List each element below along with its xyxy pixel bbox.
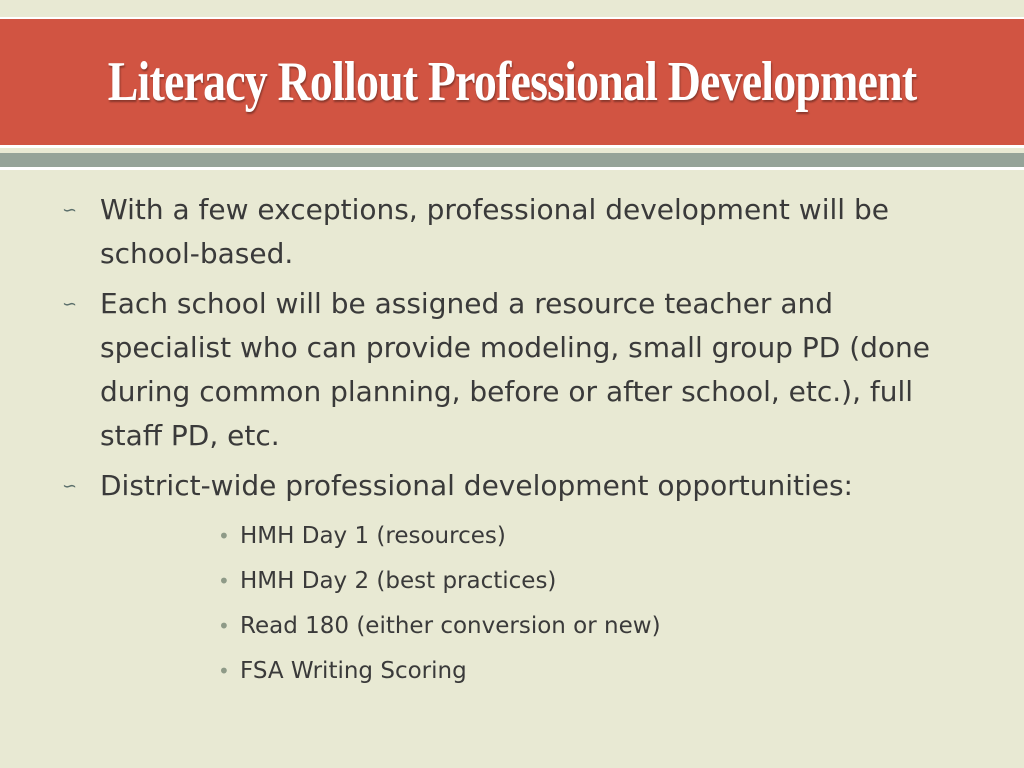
sub-bullet-text: HMH Day 1 (resources) (240, 523, 506, 549)
bullet-dot-icon: • (218, 569, 230, 593)
bullet-item (62, 282, 962, 458)
bullet-text: District-wide professional development opportunities: (100, 469, 853, 502)
bullet-dot-icon: • (218, 524, 230, 548)
bullet-item (62, 464, 962, 508)
sub-bullet-item (218, 649, 962, 694)
bullet-text: With a few exceptions, professional development will be school-based. (100, 193, 889, 270)
sub-bullet-item (218, 604, 962, 649)
sub-bullet-list (62, 514, 962, 694)
slide-title: Literacy Rollout Professional Development (107, 51, 917, 113)
sub-bullet-text: Read 180 (either conversion or new) (240, 613, 661, 639)
curl-ornament-icon: ∽ (62, 294, 78, 315)
title-band (0, 17, 1024, 148)
bullet-text: Each school will be assigned a resource teacher and specialist who can provide modeling, small group PD (done during common planning, before or after school, etc.), full staff PD, etc. (100, 287, 931, 452)
sub-bullet-text: FSA Writing Scoring (240, 658, 467, 684)
bullet-dot-icon: • (218, 614, 230, 638)
slide-content (62, 188, 962, 694)
curl-ornament-icon: ∽ (62, 476, 78, 497)
bullet-item (62, 188, 962, 276)
divider-rule (0, 153, 1024, 170)
sub-bullet-item (218, 559, 962, 604)
sub-bullet-item (218, 514, 962, 559)
curl-ornament-icon: ∽ (62, 200, 78, 221)
bullet-dot-icon: • (218, 659, 230, 683)
sub-bullet-text: HMH Day 2 (best practices) (240, 568, 557, 594)
top-strip (0, 0, 1024, 14)
